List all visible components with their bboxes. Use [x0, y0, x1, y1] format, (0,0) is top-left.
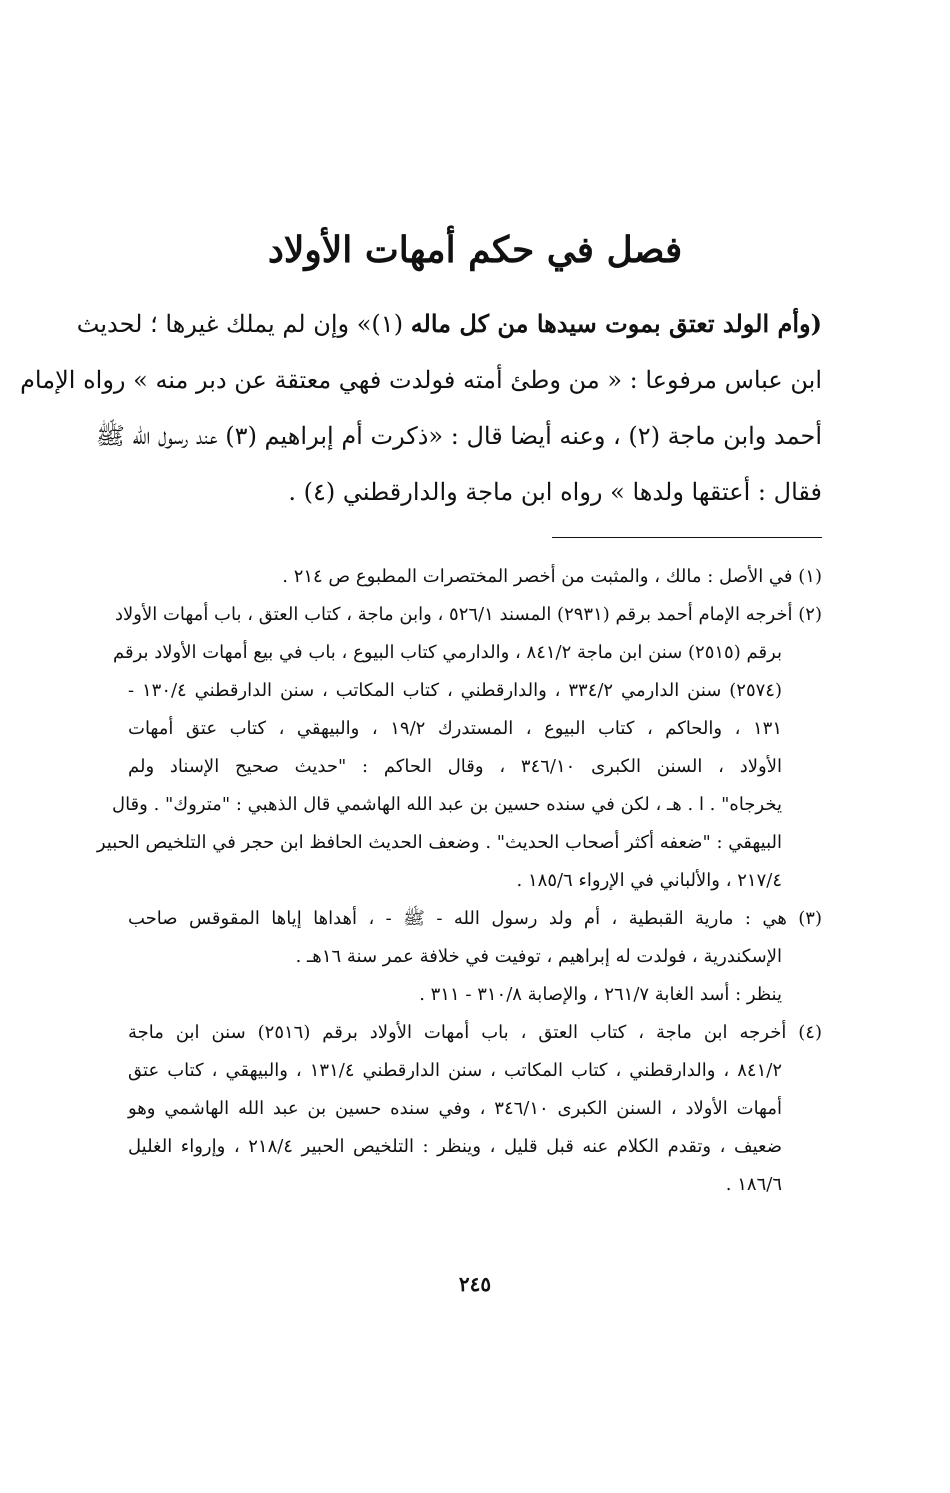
quoted-matn: (وأم الولد تعتق بموت سيدها من كل ماله: [410, 309, 822, 338]
footnote-2-line: الأولاد ، السنن الكبرى ٣٤٦/١٠ ، وقال الحاكم : "حديث صحيح الإسناد ولم: [128, 756, 782, 777]
section-title: فصل في حكم أمهات الأولاد: [267, 229, 683, 271]
page-number: ٢٤٥: [458, 1272, 492, 1296]
footnote-4-line: ١٨٦/٦ .: [725, 1174, 782, 1195]
footnote-2-line: البيهقي : "ضعفه أكثر أصحاب الحديث" . وضعف الحديث الحافظ ابن حجر في التلخيص الحبير: [96, 832, 782, 853]
footnote-2-line: (٢) أخرجه الإمام أحمد برقم (٢٩٣١) المسند ٥٢٦/١ ، وابن ماجة ، كتاب العتق ، باب أمهات الأولاد: [114, 604, 822, 625]
footnote-4-line: أمهات الأولاد ، السنن الكبرى ٣٤٦/١٠ ، وفي سنده حسين بن عبد الله الهاشمي وهو: [128, 1098, 782, 1119]
footnote-2-line: برقم (٢٥١٥) سنن ابن ماجة ٨٤١/٢ ، والدارمي كتاب البيوع ، باب في بيع أمهات الأولاد برقم: [113, 642, 782, 663]
footnote-2-line: (٢٥٧٤) سنن الدارمي ٣٣٤/٢ ، والدارقطني ، كتاب المكاتب ، سنن الدارقطني ١٣٠/٤ -: [128, 680, 782, 701]
footnote-separator: [552, 537, 822, 538]
footnote-2-line: ٢١٧/٤ ، والألباني في الإرواء ١٨٥/٦ .: [516, 870, 782, 891]
main-text-line: [76, 296, 822, 352]
footnote-3-line: الإسكندرية ، فولدت له إبراهيم ، توفيت في خلافة عمر سنة ١٦هـ .: [295, 946, 782, 967]
footnote-3-line: ينظر : أسد الغابة ٢٦١/٧ ، والإصابة ٣١٠/٨ - ٣١١ .: [419, 984, 782, 1005]
footnote-4-line: ضعيف ، وتقدم الكلام عنه قبل قليل ، وينظر : التلخيص الحبير ٢١٨/٤ ، وإرواء الغليل: [128, 1136, 782, 1157]
main-text-line: ابن عباس مرفوعا : « من وطئ أمته فولدت فهي معتقة عن دبر منه » رواه الإمام: [20, 366, 822, 394]
footnote-2-line: ١٣١ ، والحاكم ، كتاب البيوع ، المستدرك ١٩/٢ ، والبيهقي ، كتاب عتق أمهات: [128, 718, 782, 739]
main-text-line: فقال : أعتقها ولدها » رواه ابن ماجة والدارقطني (٤) .: [288, 478, 822, 506]
footnotes: [96, 558, 822, 1204]
footnote-1-line: (١) في الأصل : مالك ، والمثبت من أخصر المختصرات المطبوع ص ٢١٤ .: [282, 566, 822, 587]
main-text-line-rest: (١)» وإن لم يملك غيرها ؛ لحديث: [76, 310, 411, 338]
main-text-line: أحمد وابن ماجة (٢) ، وعنه أيضا قال : «ذكرت أم إبراهيم (٣) عند رسول الله ﷺ: [95, 422, 822, 450]
footnote-4-line: ٨٤١/٢ ، والدارقطني ، كتاب المكاتب ، سنن الدارقطني ١٣١/٤ ، والبيهقي ، كتاب عتق: [128, 1060, 782, 1081]
footnote-2-line: يخرجاه" . ا . هـ ، لكن في سنده حسين بن عبد الله الهاشمي قال الذهبي : "متروك" . وقال: [111, 794, 782, 815]
footnote-3-line: (٣) هي : مارية القبطية ، أم ولد رسول الله - ﷺ - ، أهداها إياها المقوقس صاحب: [128, 908, 822, 929]
main-text: [20, 296, 822, 520]
footnote-4-line: (٤) أخرجه ابن ماجة ، كتاب العتق ، باب أمهات الأولاد برقم (٢٥١٦) سنن ابن ماجة: [128, 1022, 822, 1043]
